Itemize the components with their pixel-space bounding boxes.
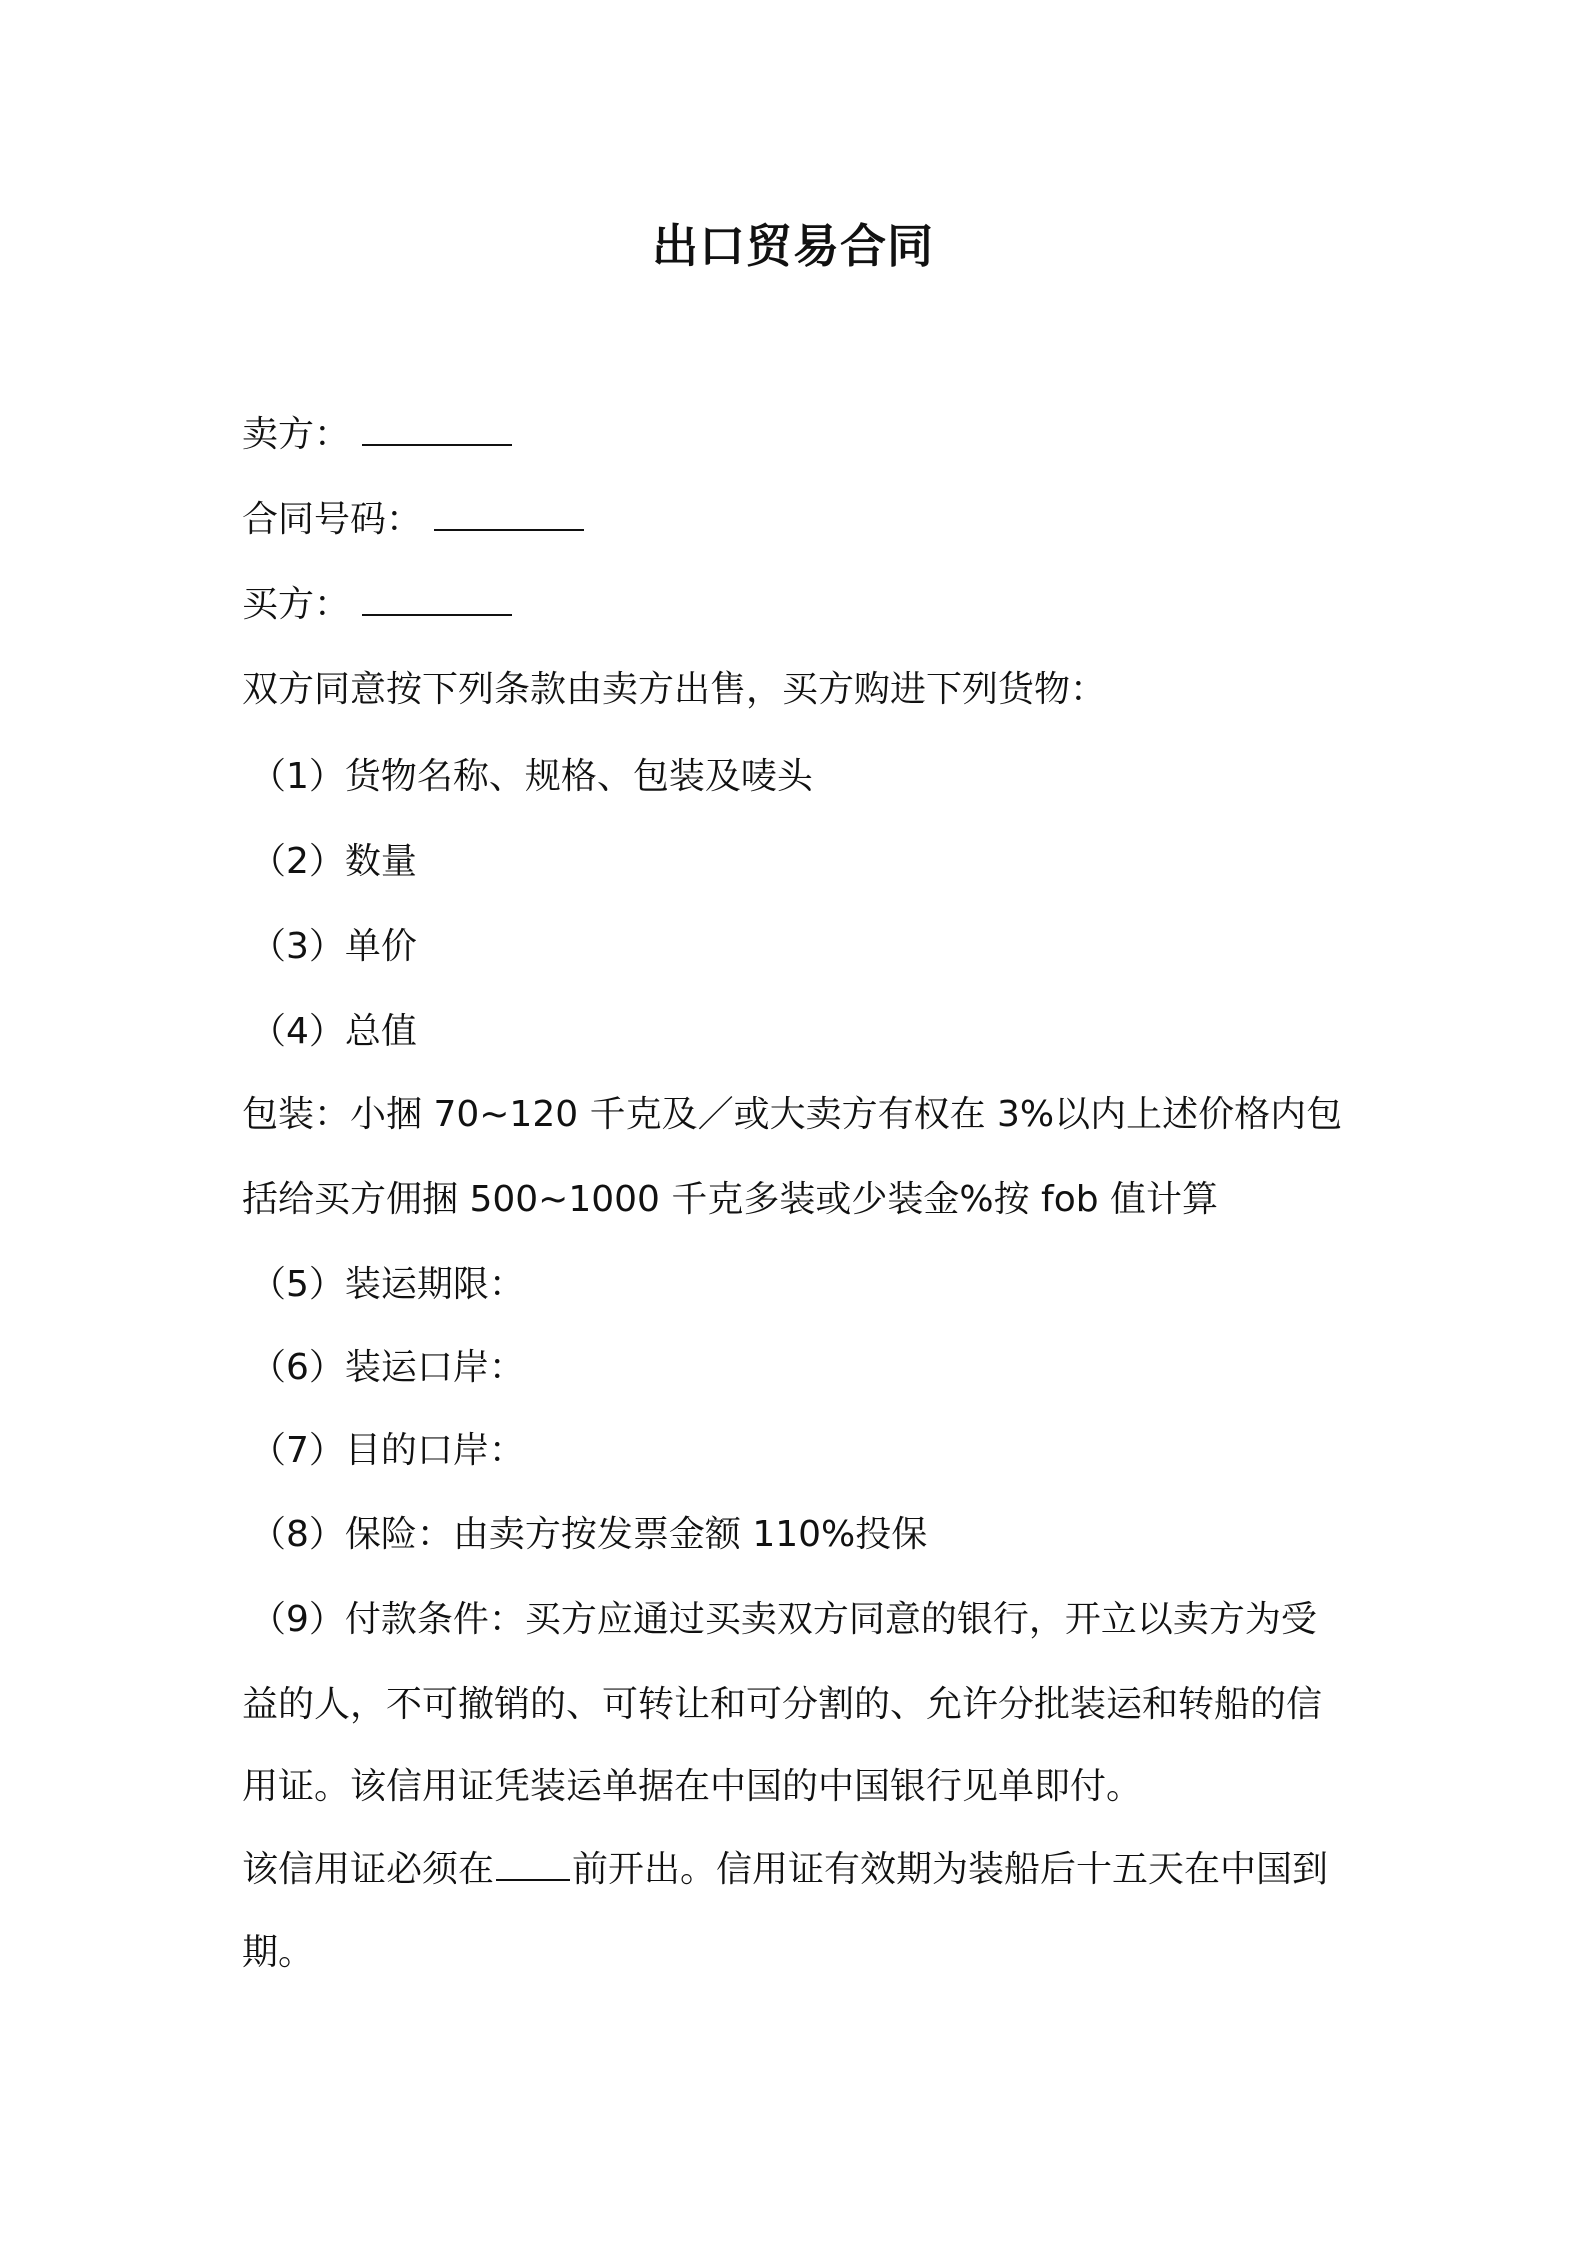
contract-number-label: 合同号码： — [242, 499, 423, 540]
lc-deadline-line-2: 期。 — [242, 1932, 315, 1973]
lc-deadline-pre: 该信用证必须在 — [242, 1849, 495, 1890]
buyer-blank — [362, 584, 512, 616]
buyer-label: 买方： — [242, 584, 351, 625]
item-9-line-2: 益的人，不可撤销的、可转让和可分割的、允许分批装运和转船的信 — [242, 1684, 1323, 1725]
lc-deadline-blank — [496, 1849, 570, 1881]
item-9-line-3: 用证。该信用证凭装运单据在中国的中国银行见单即付。 — [242, 1766, 1143, 1807]
packing-line-2: 括给买方佣捆 500~1000 千克多装或少装金%按 fob 值计算 — [242, 1179, 1219, 1220]
seller-label: 卖方： — [242, 414, 351, 455]
document-title: 出口贸易合同 — [652, 219, 934, 273]
item-7: （7）目的口岸： — [250, 1430, 525, 1471]
packing-line-1: 包装：小捆 70~120 千克及／或大卖方有权在 3%以内上述价格内包 — [242, 1094, 1343, 1135]
item-4: （4）总值 — [250, 1011, 417, 1052]
item-6: （6）装运口岸： — [250, 1347, 525, 1388]
lc-deadline-post: 前开出。信用证有效期为装船后十五天在中国到 — [572, 1849, 1329, 1890]
item-9-line-1: （9）付款条件：买方应通过买卖双方同意的银行，开立以卖方为受 — [250, 1599, 1317, 1640]
contract-number-line — [242, 495, 584, 545]
item-1: （1）货物名称、规格、包装及唛头 — [250, 756, 813, 797]
item-2: （2）数量 — [250, 841, 417, 882]
contract-number-blank — [434, 499, 584, 531]
lc-deadline-line — [242, 1845, 1328, 1895]
seller-blank — [362, 414, 512, 446]
seller-line — [242, 410, 512, 460]
intro-text: 双方同意按下列条款由卖方出售，买方购进下列货物： — [242, 669, 1107, 710]
item-8: （8）保险：由卖方按发票金额 110%投保 — [250, 1514, 928, 1555]
item-3: （3）单价 — [250, 926, 417, 967]
item-5: （5）装运期限： — [250, 1264, 525, 1305]
buyer-line — [242, 580, 512, 630]
